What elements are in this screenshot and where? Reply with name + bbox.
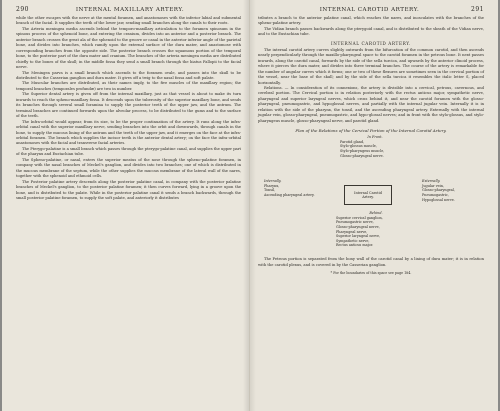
right-page-header <box>258 6 484 13</box>
front-block <box>340 135 410 158</box>
right-page <box>250 0 498 411</box>
internally-heading: Internally. <box>264 179 282 184</box>
paragraph: while the other escapes with the nerve at the mental foramen, and anastomoses with the inferior labial and submental branch of the facial. It supplies the teeth of the lower jaw, sending small branches along the canals to their roots. <box>16 16 241 26</box>
paragraph: The Petrous portion is separated from the bony wall of the carotid canal by a lining of dura mater; it is in relation with the carotid plexus, and is covered in by the Casserian ganglion. <box>258 257 484 267</box>
footnote: * For the boundaries of this space see page 184. <box>330 271 412 276</box>
paragraph: The Pterygo-palatine is a small branch which passes through the pterygo-palatine canal, and supplies the upper part of the pharynx and Eustachian tube. <box>16 146 241 157</box>
gutter-shadow <box>250 0 256 411</box>
center-label-line1: Internal Carotid <box>354 190 382 195</box>
externally-heading: Externally. <box>422 179 441 184</box>
behind-block <box>336 211 416 248</box>
paragraph: The internal carotid artery curves slightly outwards from the bifurcation of the common carotid, and then ascends nearly perpendicularly through the maxillo-pharyngeal space to the carotid foramen in the petrous bone. It next passes inwards, along the carotid canal, forwards by the side of the sella turcica, and upwards by the anterior clinoid process, where it pierces the dura mater, and divides into three terminal branches. The course of the artery is remarkable for the number of angular curves which it forms; one or two of these flexures are sometimes seen in the cervical portion of the vessel, near the base of the skull; and by the side of the sella turcica it resembles the italic letter S, placed horizontally. <box>258 47 484 85</box>
behind-item: Pharyngeal nerve, <box>336 229 368 234</box>
externally-block <box>422 179 482 202</box>
page-number: 291 <box>471 6 484 13</box>
section-title: INTERNAL CAROTID ARTERY. <box>330 40 411 46</box>
behind-item: Pneumogastric nerve, <box>336 220 374 225</box>
left-page <box>2 0 250 411</box>
paragraph: The Muscular branches are distributed, as their names imply, to the five muscles of the maxillary region; the temporal branches (temporales profundæ) are two in number. <box>16 81 241 91</box>
front-item: Stylo-glossus muscle, <box>340 144 377 149</box>
behind-item: Superior laryngeal nerve, <box>336 234 381 239</box>
front-item: Glosso-pharyngeal nerve. <box>340 153 384 158</box>
page-number: 290 <box>16 6 29 13</box>
gutter-shadow <box>243 0 249 411</box>
left-page-header <box>16 6 241 13</box>
center-label-line2: Artery. <box>362 195 374 200</box>
paragraph: The Posterior palatine artery descends along the posterior palatine canal, in company with the posterior palatine branches of Meckel's ganglion, to the posterior palatine foramen; it then curves forward, lying in a groove upon the bone, and is distributed to the palate. While in the posterior palatine canal it sends a branch backwards, through the small posterior palatine foramen, to supply the soft palate, and anteriorly it distributes <box>16 179 241 200</box>
front-item: Stylo-pharyngeus muscle, <box>340 148 385 153</box>
internal-carotid-box <box>344 185 392 205</box>
paragraph: Relations. — In consideration of its connexions, the artery is divisible into a cervical, petrous, cavernous, and cerebral portion. The Cervical portion is in relation posteriorly with the rectus anticus major, sympathetic nerve, pharyngeal and superior laryngeal nerves, which cross behind it, and near the carotid foramen with the glosso-pharyngeal, pneumogastric, and hypoglossal nerves, and partially with the internal jugular vein. Internally it is in relation with the side of the pharynx, the tonsil, and the ascending pharyngeal artery. Externally with the internal jugular vein, glosso-pharyngeal, pneumogastric, and hypo-glossal nerves; and in front with the stylo-glossus, and stylo-pharyngeus muscle, glosso-pharyngeal nerve, and parotid gland. <box>258 85 484 123</box>
externally-item: Hypoglossal nerve. <box>422 197 455 202</box>
paragraph: The Superior dental artery is given off from the internal maxillary, just as that vessel is about to make its turn inwards to reach the spheno-maxillary fossa. It descends upon the tuberosity of the superior maxillary bone, and sends its branches through several small foramina to supply the posterior teeth of the upper jaw, and the antrum. The terminal branches are continued forwards upon the alveolar process, to be distributed to the gums and to the surface of the teeth. <box>16 92 241 119</box>
paragraph: The Spheno-palatine, or nasal, enters the superior meatus of the nose through the spheno-palatine foramen, in company with the nasal branches of Meckel's ganglion, and divides into two branches; one of which is distributed in the mucous membrane of the septum, while the other supplies the mucous membrane of the lateral wall of the nares, together with the sphenoid and ethmoid cells. <box>16 157 241 179</box>
running-head: INTERNAL CAROTID ARTERY. <box>319 7 420 13</box>
behind-item: Superior cervical ganglion, <box>336 215 383 220</box>
internally-item: Pharynx, <box>264 183 280 188</box>
paragraph: The Infra-orbital would appear, from its size, to be the proper continuation of the artery. It runs along the infra-orbital canal with the superior maxillary nerve, sending branches into the orbit and downwards, through canals in the bone, to supply the mucous lining of the antrum and the teeth of the upper jaw, and it emerges on the face at the infra-orbital foramen. The branch which supplies the incisor teeth is the anterior dental artery; on the face the infra-orbital anastomoses with the facial and transverse facial arteries. <box>16 119 241 146</box>
relations-diagram <box>258 135 484 253</box>
front-heading: In Front. <box>367 135 383 140</box>
paragraph: The Meningea parva is a small branch which ascends to the foramen ovale, and passes into the skull to be distributed to the Casserian ganglion and dura mater. It gives off a twig to the nasal fossa and soft palate. <box>16 70 241 80</box>
internally-block <box>264 179 324 197</box>
paragraph: The Vidian branch passes backwards along the pterygoid canal, and is distributed to the sheath of the Vidian nerve, and to the Eustachian tube. <box>258 26 484 37</box>
internally-item: Ascending pharyngeal artery. <box>264 192 315 197</box>
externally-item: Pneumogastric, <box>422 192 449 197</box>
plan-title: Plan of the Relations of the Cervical Portion of the Internal Carotid Artery. <box>295 128 447 134</box>
paragraph: tributes a branch to the anterior palatine canal, which reaches the nares, and inosculates with the branches of the spheno-palatine artery. <box>258 16 484 26</box>
running-head: INTERNAL MAXILLARY ARTERY. <box>75 7 185 13</box>
behind-item: Sympathetic nerve, <box>336 238 370 243</box>
externally-item: Jugular vein, <box>422 183 444 188</box>
behind-item: Rectus anticus major. <box>336 243 374 248</box>
book-spread <box>2 0 498 411</box>
front-item: Parotid gland, <box>340 139 365 144</box>
externally-item: Glosso-pharyngeal, <box>422 188 455 193</box>
behind-heading: Behind. <box>369 211 383 216</box>
internally-item: Tonsil, <box>264 188 276 193</box>
paragraph: The Arteria meningea media ascends behind the temporo-maxillary articulation to the foramen spinosum in the spinous process of the sphenoid bone, and entering the cranium, divides into an anterior and a posterior branch. The anterior branch crosses the great ala of the sphenoid to the groove or canal in the anterior inferior angle of the parietal bone, and divides into branches, which ramify upon the external surface of the dura mater, and anastomose with corresponding branches from the opposite side. The posterior branch crosses the squamous portion of the temporal bone, to the posterior part of the dura mater and cranium. The branches of the arteria meningea media are distributed chiefly to the bones of the skull; in the middle fossa they send a small branch through the hiatus Fallopii to the facial nerve. <box>16 26 241 70</box>
behind-item: Glosso-pharyngeal nerve, <box>336 224 380 229</box>
